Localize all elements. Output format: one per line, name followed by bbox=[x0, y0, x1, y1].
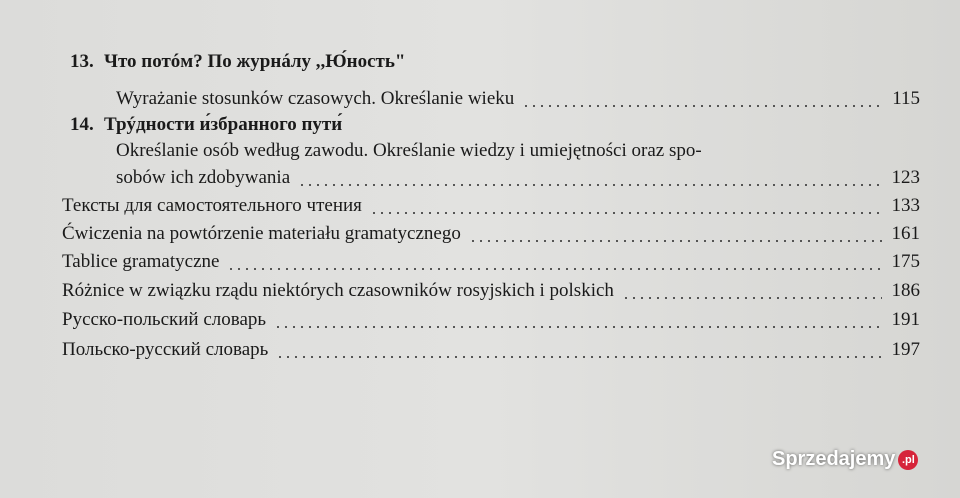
sprzedajemy-watermark bbox=[772, 448, 918, 471]
toc-entry-14-subtitle-line1 bbox=[116, 139, 920, 163]
dot-leader bbox=[370, 212, 882, 214]
dot-leader bbox=[622, 297, 882, 299]
entry-title: Тексты для самостоятельного чтения bbox=[62, 195, 362, 216]
toc-entry-13-heading bbox=[70, 50, 920, 74]
toc-entry-ru-pl-dictionary bbox=[62, 308, 920, 332]
page-number: 161 bbox=[891, 223, 920, 244]
page-number: 115 bbox=[892, 88, 920, 109]
toc-entry-texts bbox=[62, 194, 920, 218]
page-number: 133 bbox=[891, 195, 920, 216]
page-number: 123 bbox=[891, 167, 920, 188]
entry-title: Трýдности и́збранного пути́ bbox=[104, 114, 343, 135]
page-number: 197 bbox=[891, 339, 920, 360]
toc-entry-pl-ru-dictionary bbox=[62, 338, 920, 362]
page-number: 186 bbox=[891, 280, 920, 301]
dot-leader bbox=[274, 326, 881, 328]
page-number: 191 bbox=[891, 309, 920, 330]
entry-title: Ćwiczenia na powtórzenie materiału gramatycznego bbox=[62, 223, 461, 244]
entry-number: 13. bbox=[70, 51, 94, 72]
entry-title: sobów ich zdobywania bbox=[116, 167, 291, 188]
entry-title: Что потóм? По журнáлу ,,Ю́ность" bbox=[104, 51, 406, 72]
toc-entry-14-heading bbox=[70, 113, 920, 137]
toc-entry-differences bbox=[62, 279, 920, 303]
dot-leader bbox=[276, 356, 881, 358]
dot-leader bbox=[522, 105, 882, 107]
page-number: 175 bbox=[891, 251, 920, 272]
toc-entry-13-subtitle bbox=[116, 87, 920, 111]
entry-title: Wyrażanie stosunków czasowych. Określanie wieku bbox=[116, 88, 515, 109]
toc-entry-exercises bbox=[62, 222, 920, 246]
watermark-badge: .pl bbox=[898, 450, 918, 470]
entry-title: Różnice w związku rządu niektórych czasowników rosyjskich i polskich bbox=[62, 280, 614, 301]
entry-number: 14. bbox=[70, 114, 94, 135]
entry-title: Tablice gramatyczne bbox=[62, 251, 220, 272]
entry-title: Określanie osób według zawodu. Określanie wiedzy i umiejętności oraz spo- bbox=[116, 140, 702, 161]
toc-entry-14-subtitle-line2 bbox=[116, 166, 920, 190]
entry-title: Польско-русский словарь bbox=[62, 339, 269, 360]
dot-leader bbox=[227, 268, 881, 270]
dot-leader bbox=[298, 184, 881, 186]
watermark-text: Sprzedajemy bbox=[772, 448, 896, 470]
entry-title: Русско-польский словарь bbox=[62, 309, 267, 330]
dot-leader bbox=[469, 240, 882, 242]
toc-entry-tables bbox=[62, 250, 920, 274]
